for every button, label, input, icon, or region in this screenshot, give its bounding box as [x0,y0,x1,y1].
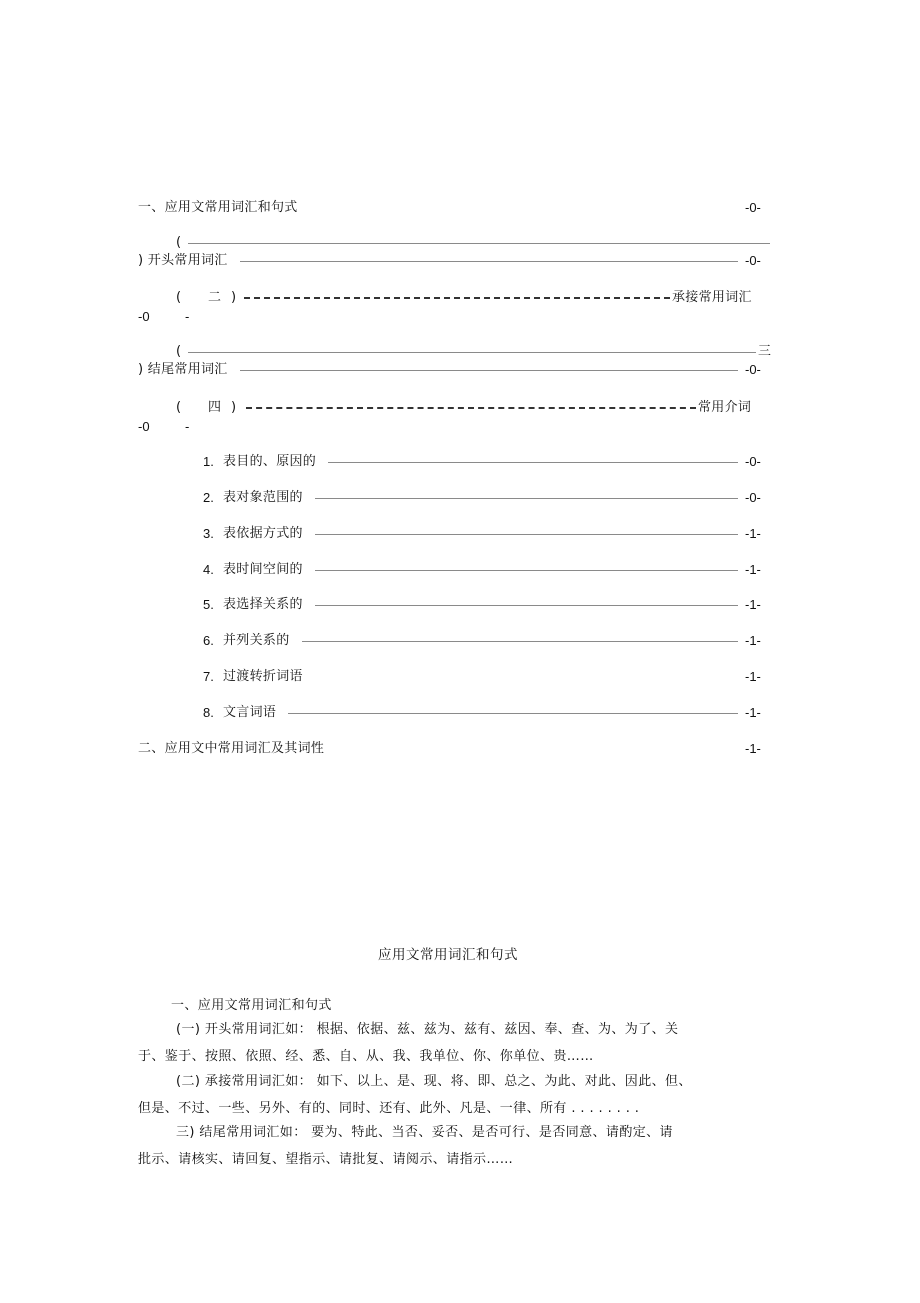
section-heading: 一、应用文常用词汇和句式 [171,998,332,1013]
toc-sub-item-leader [328,462,738,463]
toc-entry-4-leader [240,370,738,371]
toc-entry-6-label[interactable]: 二、应用文中常用词汇及其词性 [138,741,325,756]
toc-entry-1-page: -0- [745,200,761,215]
toc-sub-item-label[interactable]: 表目的、原因的 [223,454,317,469]
toc-sub-item-leader [302,641,738,642]
toc-sub-item-page: -0- [745,490,761,505]
toc-sub-item-label[interactable]: 表依据方式的 [223,526,303,541]
paragraph-3-line-2: 批示、请核实、请回复、望指示、请批复、请阅示、请指示…… [138,1152,514,1167]
toc-entry-4-num: 三 [758,344,772,359]
toc-sub-item-leader [288,713,738,714]
toc-entry-2-leader [240,261,738,262]
toc-entry-3-label[interactable]: 承接常用词汇 [672,290,752,305]
toc-sub-item-leader [315,534,738,535]
toc-entry-3-num: 二 [208,290,222,305]
toc-sub-item-page: -1- [745,597,761,612]
toc-sub-item-page: -1- [745,562,761,577]
paragraph-3-line-1: 三) 结尾常用词汇如： 要为、特此、当否、妥否、是否可行、是否同意、请酌定、请 [176,1125,673,1140]
toc-sub-item-page: -1- [745,633,761,648]
toc-sub-item-num: 4. [203,562,214,577]
toc-entry-5-num: 四 [208,400,222,415]
toc-sub-item-num: 6. [203,633,214,648]
toc-sub-item-label[interactable]: 表对象范围的 [223,490,303,505]
toc-entry-3-page: -0 [138,309,150,324]
paragraph-1-line-2: 于、鉴于、按照、依照、经、悉、自、从、我、我单位、你、你单位、贵…… [138,1049,594,1064]
toc-sub-item-leader [315,605,738,606]
toc-entry-5-label[interactable]: 常用介词 [698,400,752,415]
toc-sub-item-page: -1- [745,526,761,541]
toc-sub-item-num: 1. [203,454,214,469]
toc-sub-item-num: 7. [203,669,214,684]
toc-sub-item-leader [315,570,738,571]
toc-entry-2-paren: ( [176,235,182,250]
toc-entry-2-leader-top [188,243,770,244]
toc-entry-5-paren-open: ( [176,400,182,415]
toc-sub-item-page: -1- [745,669,761,684]
toc-sub-item-label[interactable]: 表时间空间的 [223,562,303,577]
toc-entry-4-paren: ( [176,344,182,359]
toc-entry-4-leader-top [188,352,756,353]
toc-entry-2-label[interactable]: ) 开头常用词汇 [138,253,228,268]
paragraph-2-line-1: (二) 承接常用词汇如： 如下、以上、是、现、将、即、总之、为此、对此、因此、但、 [176,1074,692,1089]
toc-sub-item-num: 2. [203,490,214,505]
toc-sub-item-num: 3. [203,526,214,541]
toc-sub-item-num: 8. [203,705,214,720]
toc-entry-6-page: -1- [745,741,761,756]
toc-sub-item-label[interactable]: 表选择关系的 [223,597,303,612]
toc-sub-item-label[interactable]: 文言词语 [223,705,277,720]
paragraph-2-line-2: 但是、不过、一些、另外、有的、同时、还有、此外、凡是、一律、所有 . . . . . . . . [138,1101,640,1116]
toc-sub-item-num: 5. [203,597,214,612]
toc-sub-item-label[interactable]: 并列关系的 [223,633,290,648]
toc-entry-4-page: -0- [745,362,761,377]
paragraph-1-line-1: (一) 开头常用词汇如： 根据、依据、兹、兹为、兹有、兹因、奉、查、为、为了、关 [176,1022,679,1037]
toc-sub-item-page: -1- [745,705,761,720]
toc-entry-2-page: -0- [745,253,761,268]
toc-entry-3-leader [244,297,670,299]
toc-entry-5-page: -0 [138,419,150,434]
toc-entry-4-label[interactable]: ) 结尾常用词汇 [138,362,228,377]
toc-entry-5-page-suffix: - [185,419,190,434]
toc-entry-5-paren-close: ) [231,400,237,415]
toc-entry-3-paren-close: ) [231,290,237,305]
toc-sub-item-page: -0- [745,454,761,469]
toc-entry-5-leader [246,407,696,409]
toc-sub-item-leader [315,498,738,499]
toc-entry-3-paren-open: ( [176,290,182,305]
toc-entry-3-page-suffix: - [185,309,190,324]
toc-entry-1-label[interactable]: 一、应用文常用词汇和句式 [138,200,298,215]
page-title: 应用文常用词汇和句式 [378,947,518,963]
toc-sub-item-label[interactable]: 过渡转折词语 [223,669,303,684]
